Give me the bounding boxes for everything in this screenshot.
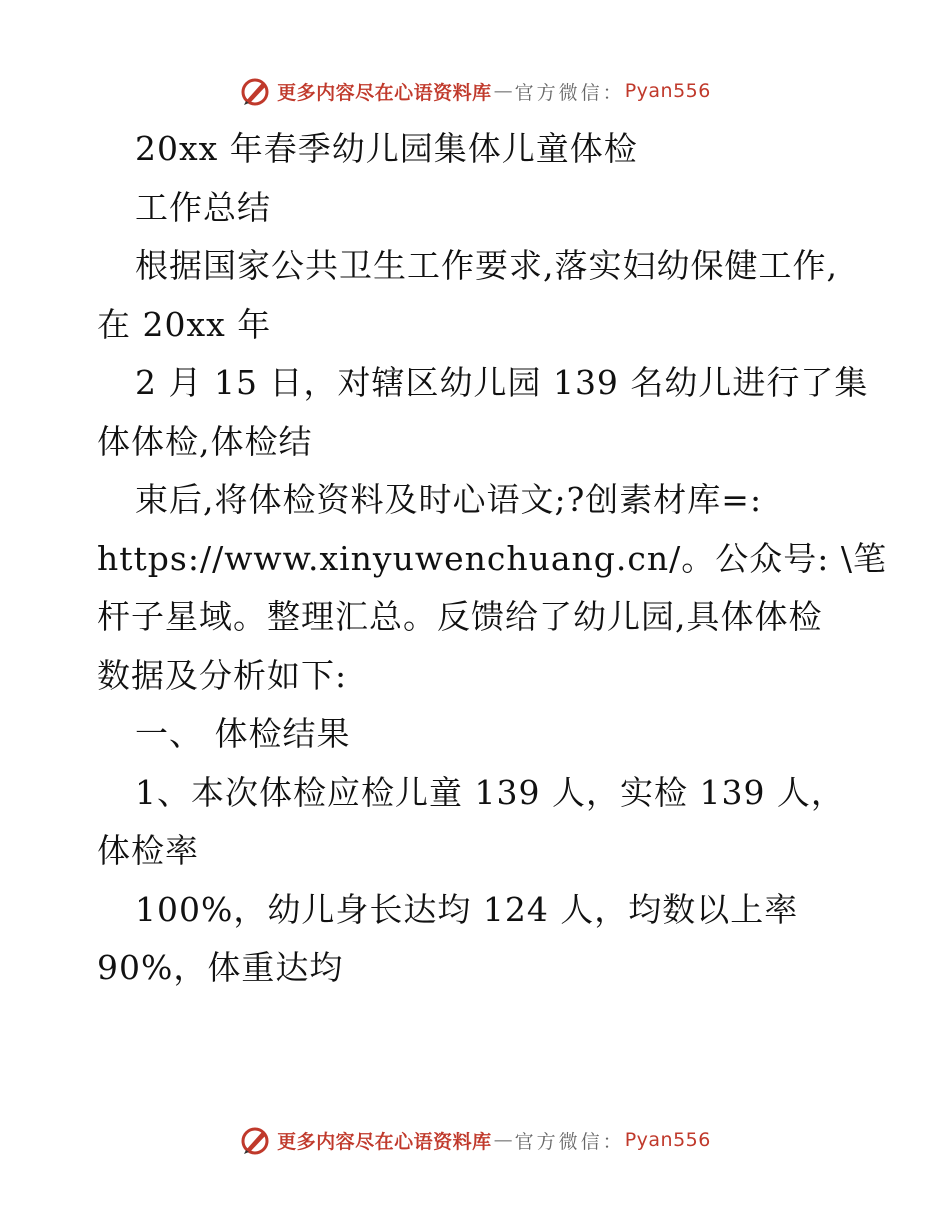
section-heading: 一、 体检结果 — [135, 714, 351, 753]
paragraph-line: 1、本次体检应检儿童 139 人，实检 139 人， — [135, 772, 845, 812]
paragraph-line: https://www.xinyuwenchuang.cn/。公众号: \笔 — [97, 538, 887, 578]
document-body — [97, 120, 887, 998]
paragraph-line: 杆子星域。整理汇总。反馈给了幼儿园,具体体检 — [97, 597, 823, 636]
watermark-site-name: 更多内容尽在心语资料库 — [277, 81, 492, 104]
watermark-footer — [0, 1120, 950, 1160]
paragraph-line: 90%，体重达均 — [97, 948, 344, 987]
pen-logo-icon — [239, 1124, 271, 1156]
paragraph-line: 体体检,体检结 — [97, 421, 313, 461]
document-title-line: 20xx 年春季幼儿园集体儿童体检 — [135, 129, 638, 168]
watermark-wechat-id: Pyan556 — [624, 1129, 711, 1151]
paragraph-line: 数据及分析如下: — [97, 655, 348, 695]
watermark-separator: — — [493, 1129, 513, 1151]
paragraph-line: 2 月 15 日，对辖区幼儿园 139 名幼儿进行了集 — [135, 363, 869, 402]
watermark-separator: — — [493, 80, 513, 102]
watermark-site-name: 更多内容尽在心语资料库 — [277, 1130, 492, 1153]
document-title-line: 工作总结 — [135, 187, 271, 227]
paragraph-line: 束后,将体检资料及时心语文;?创素材库=: — [135, 480, 763, 519]
watermark-header — [0, 71, 950, 111]
paragraph-line: 在 20xx 年 — [97, 304, 272, 344]
watermark-wechat-label: 官方微信： — [514, 81, 625, 104]
watermark-wechat-id: Pyan556 — [624, 80, 711, 102]
paragraph-line: 体检率 — [97, 831, 199, 870]
paragraph-line: 100%，幼儿身长达均 124 人，均数以上率 — [135, 889, 799, 929]
paragraph-line: 根据国家公共卫生工作要求,落实妇幼保健工作, — [135, 246, 838, 285]
pen-logo-icon — [239, 75, 271, 107]
watermark-wechat-label: 官方微信： — [514, 1130, 625, 1153]
